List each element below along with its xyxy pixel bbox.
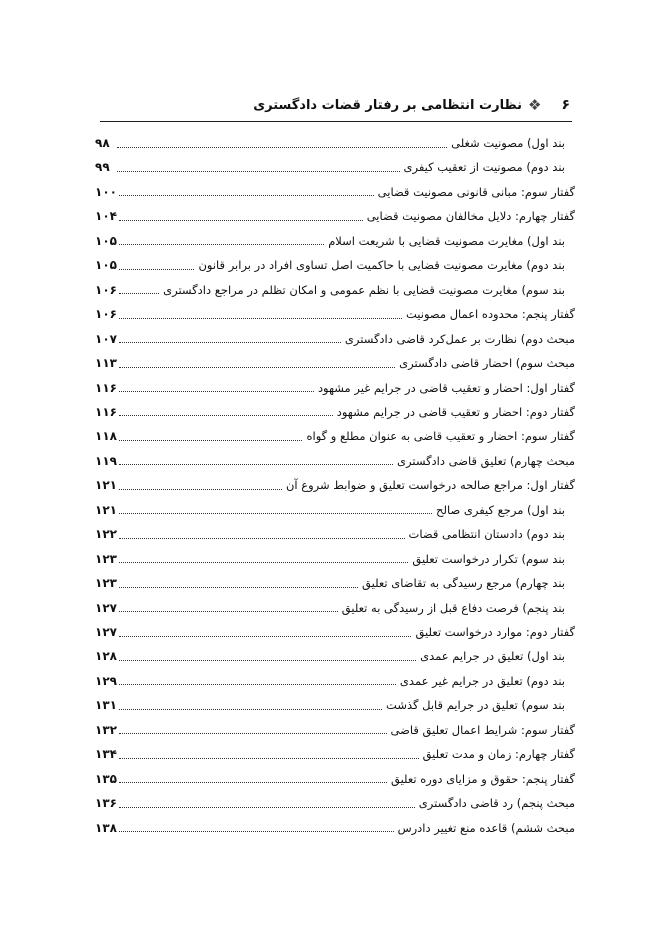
toc-entry[interactable] (95, 743, 575, 765)
toc-entry[interactable] (95, 205, 575, 227)
toc-entry-title: گفتار چهارم: دلایل مخالفان مصونیت قضایی (366, 209, 575, 224)
toc-page-number: ۱۲۷ (95, 625, 117, 639)
ornament-icon: ❖ (528, 96, 542, 114)
toc-entry[interactable] (95, 156, 565, 178)
toc-entry-title: بند اول) مغایرت مصونیت قضایی با شریعت اسلام (328, 233, 565, 248)
toc-entry[interactable] (95, 670, 565, 692)
toc-entry-title: بند دوم) دادستان انتظامی قضات (408, 527, 565, 542)
toc-entry[interactable] (95, 694, 565, 716)
toc-entry-title: بند چهارم) مرجع رسیدگی به تقاضای تعلیق (362, 576, 565, 591)
dot-leader (119, 440, 303, 441)
header-rule (100, 121, 572, 122)
toc-entry[interactable] (95, 548, 565, 570)
toc-page-number: ۱۱۶ (95, 404, 117, 419)
toc-entry[interactable] (95, 621, 575, 643)
toc-page-number: ۱۰۵ (95, 258, 117, 273)
dot-leader (119, 807, 415, 808)
dot-leader (119, 342, 341, 343)
toc-page-number: ۱۰۵ (95, 233, 117, 248)
dot-leader (119, 562, 408, 563)
toc-entry-title: گفتار اول: مراجع صالحه درخواست تعلیق و ضوابط شروع آن (285, 478, 575, 493)
dot-leader (119, 684, 396, 685)
dot-leader (119, 709, 382, 710)
toc-entry[interactable] (95, 352, 575, 374)
toc-page-number: ۱۳۴ (95, 747, 117, 762)
toc-entry-title: بند دوم) تعلیق در جرایم غیر عمدی (399, 673, 565, 688)
dot-leader (119, 587, 358, 588)
dot-leader (119, 293, 159, 294)
dot-leader (119, 660, 416, 661)
toc-page-number: ۱۲۲ (95, 527, 117, 542)
toc-entry-title: بند اول) تعلیق در جرایم عمدی (420, 649, 565, 664)
toc-entry[interactable] (95, 328, 575, 350)
toc-page-number: ۹۸ (95, 136, 110, 150)
toc-page-number: ۱۱۶ (95, 380, 117, 395)
toc-entry-title: بند سوم) تکرار درخواست تعلیق (412, 551, 565, 566)
toc-page-number: ۱۱۸ (95, 429, 117, 444)
dot-leader (119, 464, 393, 465)
toc-page-number: ۱۰۶ (95, 282, 117, 297)
toc-entry[interactable] (95, 499, 565, 521)
toc-entry-title: بند دوم) مصونیت از تعقیب کیفری (403, 160, 565, 175)
toc-entry-title: بند سوم) مغایرت مصونیت قضایی با نظم عمومی و امکان تظلم در مراجع دادگستری (163, 282, 565, 297)
toc-page-number: ۱۱۹ (95, 453, 117, 468)
toc-page-number: ۱۰۰ (95, 184, 117, 199)
dot-leader (119, 269, 194, 270)
dot-leader (119, 318, 402, 319)
toc-entry-title: گفتار پنجم: حقوق و مزایای دوره تعلیق (391, 771, 575, 786)
toc-page-number: ۱۲۷ (95, 600, 117, 615)
toc-entry-title: گفتار اول: احضار و تعقیب قاضی در جرایم غیر مشهود (317, 380, 575, 395)
toc-entry[interactable] (95, 377, 575, 399)
toc-page-number: ۱۲۳ (95, 551, 117, 566)
dot-leader (119, 220, 363, 221)
toc-page-number: ۱۰۶ (95, 307, 117, 322)
dot-leader (119, 538, 405, 539)
toc-entry[interactable] (95, 303, 575, 325)
toc-entry[interactable] (95, 181, 575, 203)
toc-entry[interactable] (95, 254, 565, 276)
toc-entry[interactable] (95, 132, 565, 154)
toc-entry-title: بند پنجم) فرصت دفاع قبل از رسیدگی به تعلیق (341, 600, 565, 615)
running-title: نظارت انتظامی بر رفتار قضات دادگستری (253, 97, 522, 113)
toc-page-number: ۱۲۸ (95, 649, 117, 664)
toc-entry[interactable] (95, 474, 575, 496)
toc-entry[interactable] (95, 768, 575, 790)
toc-page-number: ۱۳۵ (95, 771, 117, 786)
toc-entry-title: گفتار پنجم: محدوده اعمال مصونیت (406, 307, 575, 322)
dot-leader (119, 367, 395, 368)
toc-entry-title: مبحث پنجم) رد قاضی دادگستری (418, 796, 575, 811)
toc-page-number: ۱۲۱ (95, 478, 117, 493)
toc-entry[interactable] (95, 523, 565, 545)
dot-leader (119, 195, 374, 196)
toc-entry-title: مبحث دوم) نظارت بر عمل‌کرد قاضی دادگستری (344, 331, 575, 346)
page-header (100, 92, 570, 118)
toc-page-number: ۱۱۳ (95, 356, 117, 371)
toc-page-number: ۱۳۸ (95, 820, 117, 835)
toc-page-number: ۱۲۱ (95, 502, 117, 517)
toc-entry[interactable] (95, 792, 575, 814)
toc-page-number: ۱۰۴ (95, 209, 117, 224)
dot-leader (119, 513, 432, 514)
toc-entry[interactable] (95, 425, 575, 447)
dot-leader (119, 733, 387, 734)
toc-entry-title: مبحث سوم) احضار قاضی دادگستری (399, 356, 575, 371)
toc-entry[interactable] (95, 572, 565, 594)
dot-leader (119, 489, 282, 490)
toc-page-number: ۱۳۲ (95, 722, 117, 737)
dot-leader (119, 391, 314, 392)
toc-page-number: ۱۳۱ (95, 698, 117, 713)
dot-leader (119, 782, 387, 783)
toc-page-number: ۹۹ (95, 160, 110, 175)
toc-entry[interactable] (95, 719, 575, 741)
toc-entry[interactable] (95, 230, 565, 252)
toc-page-number: ۱۲۹ (95, 673, 117, 688)
page-number: ۶ (561, 97, 570, 113)
toc-entry[interactable] (95, 645, 565, 667)
dot-leader (119, 636, 411, 637)
toc-entry-title: گفتار سوم: مبانی قانونی مصونیت قضایی (377, 184, 575, 199)
toc-entry-title: گفتار سوم: احضار و تعقیب قاضی به عنوان مطلع و گواه (306, 429, 575, 444)
toc-entry-title: گفتار دوم: احضار و تعقیب قاضی در جرایم مشهود (336, 404, 575, 419)
dot-leader (119, 611, 338, 612)
toc-entry-title: گفتار چهارم: زمان و مدت تعلیق (422, 747, 575, 762)
toc-entry-title: بند اول) مصونیت شغلی (451, 136, 565, 150)
toc-page-number: ۱۲۳ (95, 576, 117, 591)
dot-leader (117, 171, 400, 172)
toc-entry-title: بند اول) مرجع کیفری صالح (436, 502, 565, 517)
toc-entry[interactable] (95, 817, 575, 839)
toc-entry[interactable] (95, 450, 575, 472)
toc-entry-title: گفتار دوم: موارد درخواست تعلیق (415, 625, 575, 639)
toc-entry-title: بند دوم) مغایرت مصونیت قضایی با حاکمیت اصل تساوی افراد در برابر قانون (198, 258, 565, 273)
toc-entry-title: گفتار سوم: شرایط اعمال تعلیق قاضی (390, 722, 575, 737)
dot-leader (117, 147, 447, 148)
dot-leader (119, 831, 394, 832)
toc-page-number: ۱۰۷ (95, 331, 117, 346)
toc-entry-title: مبحث ششم) قاعده منع تغییر دادرس (397, 820, 575, 835)
dot-leader (119, 758, 419, 759)
dot-leader (119, 415, 333, 416)
toc-entry[interactable] (95, 597, 565, 619)
toc-entry[interactable] (95, 279, 565, 301)
toc-entry-title: بند سوم) تعلیق در جرایم قابل گذشت (386, 698, 565, 713)
toc-page-number: ۱۳۶ (95, 796, 117, 811)
toc-entry[interactable] (95, 401, 575, 423)
dot-leader (119, 244, 324, 245)
toc-entry-title: مبحث چهارم) تعلیق قاضی دادگستری (397, 453, 575, 468)
